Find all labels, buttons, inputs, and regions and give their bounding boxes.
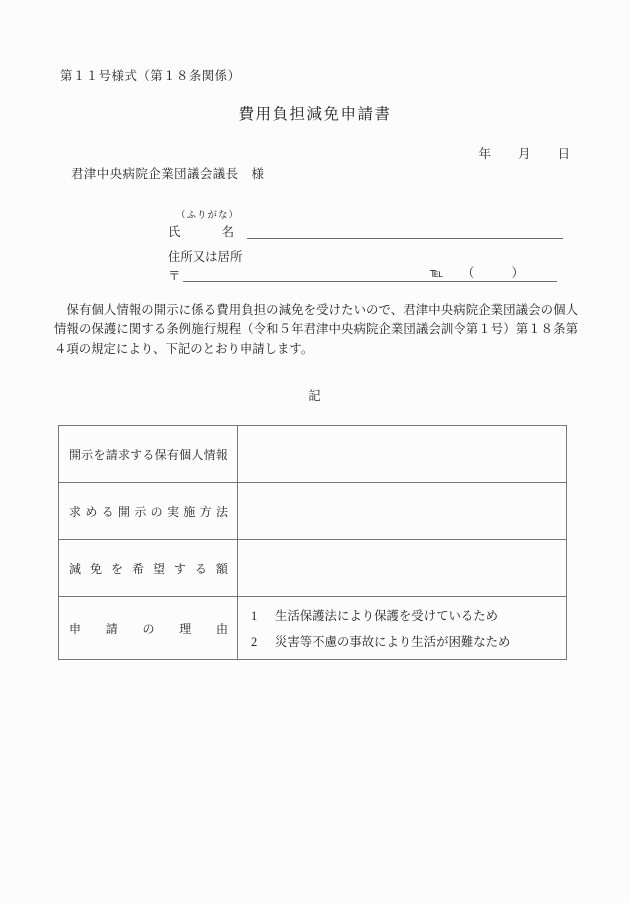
- table-row-disclosure-method: [59, 483, 566, 540]
- date-month-label: 月: [518, 147, 531, 161]
- row-content-cell: [238, 597, 566, 659]
- addressee: 君津中央病院企業団議会議長 様: [71, 167, 265, 181]
- row-content-cell: [238, 540, 566, 596]
- row-label: 申 請 の 理 由: [69, 621, 228, 636]
- row-label-cell: [59, 483, 238, 539]
- application-table: [58, 425, 567, 660]
- reason-item-1: [251, 606, 560, 624]
- table-row-personal-info: [59, 426, 566, 483]
- row-label: 求 め る 開 示 の 実 施 方 法: [69, 504, 228, 519]
- date-line: [455, 144, 570, 162]
- date-year-label: 年: [478, 147, 491, 161]
- form-number: 第１１号様式（第１８条関係）: [60, 69, 241, 83]
- tel-label: ℡ （ ）: [430, 266, 524, 280]
- row-label: 減 免 を 希 望 す る 額: [69, 561, 228, 576]
- address-input-line: [183, 265, 557, 282]
- date-day-label: 日: [557, 147, 570, 161]
- row-content-cell: [238, 426, 566, 482]
- row-label-cell: [59, 540, 238, 596]
- reason-text: 生活保護法により保護を受けているため: [275, 609, 499, 623]
- furigana-label: （ふりがな）: [176, 211, 240, 221]
- row-label: 開 示 を 請 求 す る 保 有 個 人 情 報: [69, 447, 228, 462]
- table-row-application-reason: [59, 597, 566, 659]
- postal-mark: 〒: [168, 269, 181, 283]
- reason-text: 災害等不慮の事故により生活が困難なため: [275, 635, 511, 649]
- row-label-cell: [59, 426, 238, 482]
- reason-number: 1: [251, 609, 258, 623]
- reason-item-2: [251, 632, 560, 650]
- reason-list: [238, 597, 566, 659]
- row-content-cell: [238, 483, 566, 539]
- page-title: 費用負担減免申請書: [238, 106, 392, 123]
- address-label: 住所又は居所: [168, 250, 243, 264]
- row-label-cell: [59, 597, 238, 659]
- reason-number: 2: [251, 635, 258, 649]
- name-input-line: [247, 221, 563, 239]
- address-field-row: [168, 265, 557, 282]
- name-field-row: [168, 221, 563, 239]
- name-label: 氏 名: [168, 225, 234, 239]
- ki-heading: 記: [308, 389, 322, 403]
- body-paragraph: 保有個人情報の開示に係る費用負担の減免を受けたいので、君津中央病院企業団議会の個人情報の保護に関する条例施行規程（令和５年君津中央病院企業団議会訓令第１号）第１８条第４項の規定により、下記のとおり申請します。: [54, 303, 578, 356]
- table-row-reduction-amount: [59, 540, 566, 597]
